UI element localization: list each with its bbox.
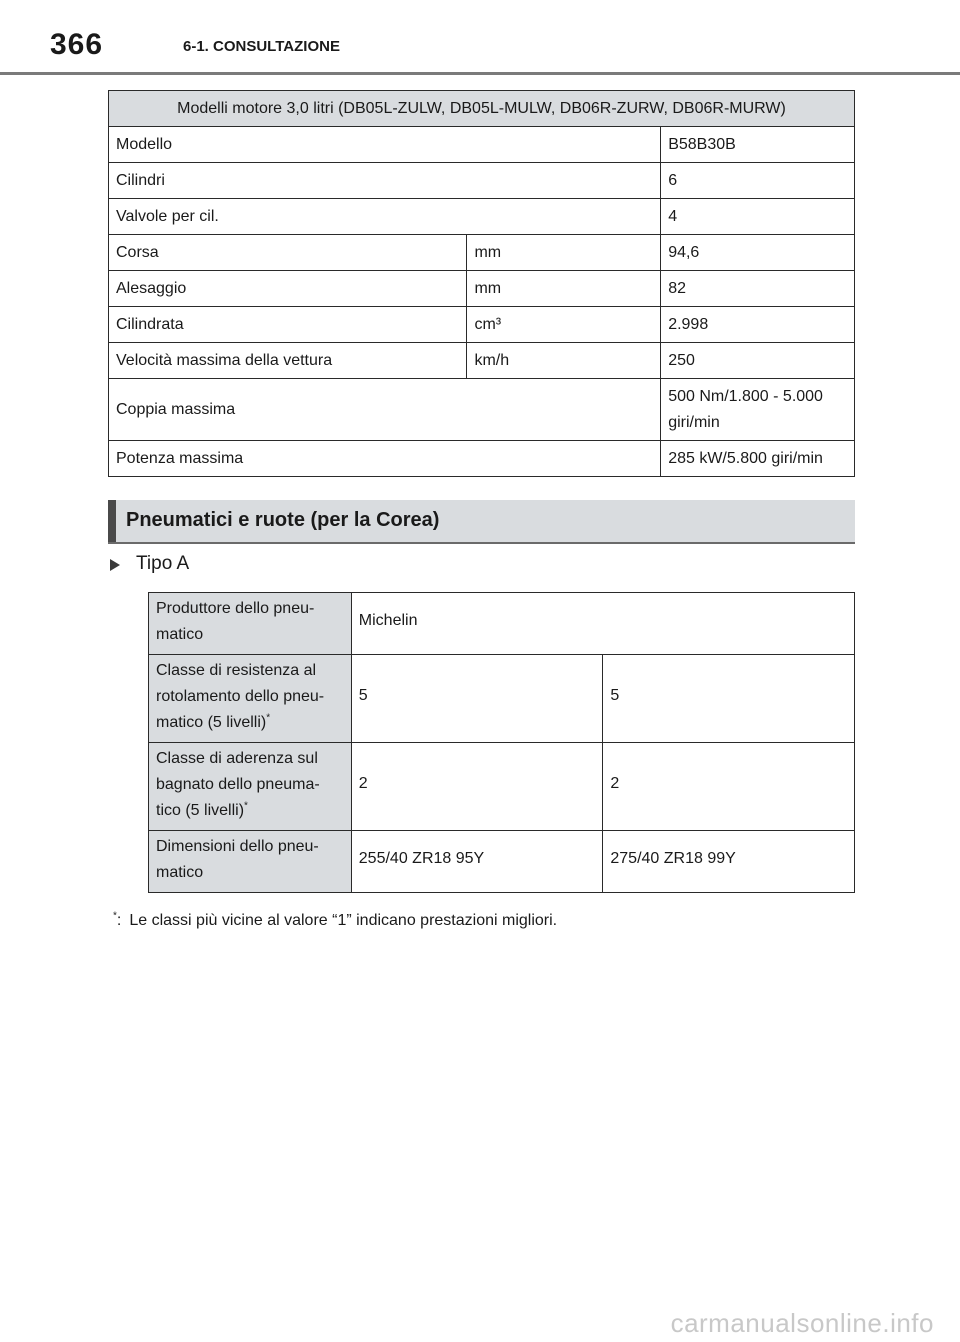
row-value-line: giri/min (668, 413, 720, 431)
row-value-front: 255/40 ZR18 95Y (351, 831, 603, 893)
footnote-marker: * (244, 800, 248, 812)
row-label: Potenza massima (109, 441, 661, 477)
row-label (149, 655, 352, 743)
row-value-rear: 275/40 ZR18 99Y (603, 831, 855, 893)
row-label (149, 593, 352, 655)
row-value-rear: 2 (603, 743, 855, 831)
header-rule (0, 72, 960, 75)
table-row (109, 379, 855, 441)
section-title: 6-1. CONSULTAZIONE (183, 38, 340, 55)
engine-table-title: Modelli motore 3,0 litri (DB05L-ZULW, DB05L-MULW, DB06R-ZURW, DB06R-MURW) (109, 91, 855, 127)
row-value: 285 kW/5.800 giri/min (661, 441, 855, 477)
table-row (109, 307, 855, 343)
footnote-text: Le classi più vicine al valore “1” indicano prestazioni migliori. (129, 912, 558, 929)
table-row (109, 235, 855, 271)
row-label: Modello (109, 127, 661, 163)
triangle-bullet-icon (110, 559, 120, 571)
table-row (109, 199, 855, 235)
row-label: Coppia massima (109, 379, 661, 441)
type-label-text: Tipo A (136, 553, 190, 574)
table-row (109, 163, 855, 199)
table-row (109, 127, 855, 163)
row-value-line: 500 Nm/1.800 - 5.000 (668, 387, 823, 405)
label-line: Classe di aderenza sul (156, 750, 318, 767)
table-row (149, 831, 855, 893)
row-unit: mm (467, 235, 661, 271)
section-heading-bar (108, 500, 855, 544)
row-value (661, 379, 855, 441)
table-row (149, 655, 855, 743)
table-row (149, 743, 855, 831)
table-row (109, 441, 855, 477)
label-line (156, 798, 344, 824)
row-label: Cilindri (109, 163, 661, 199)
label-line: rotolamento dello pneu- (156, 688, 325, 705)
footnote-marker: * (113, 910, 117, 922)
row-label: Velocità massima della vettura (109, 343, 467, 379)
label-line: Classe di resistenza al (156, 662, 317, 679)
row-label (149, 743, 352, 831)
watermark: carmanualsonline.info (670, 1308, 934, 1338)
row-value: 82 (661, 271, 855, 307)
engine-table-header-row (109, 91, 855, 127)
row-unit: cm³ (467, 307, 661, 343)
row-value-front: 5 (351, 655, 603, 743)
row-value: B58B30B (661, 127, 855, 163)
footnote-marker: * (266, 712, 271, 724)
tire-spec-table (148, 592, 855, 893)
row-value: 2.998 (661, 307, 855, 343)
row-value: 94,6 (661, 235, 855, 271)
row-label: Valvole per cil. (109, 199, 661, 235)
row-label (149, 831, 352, 893)
label-line: Produttore dello pneu- (156, 600, 315, 617)
label-line: matico (156, 626, 204, 643)
engine-spec-table (108, 90, 855, 477)
label-text: matico (5 livelli) (156, 714, 267, 731)
row-label: Cilindrata (109, 307, 467, 343)
row-label: Corsa (109, 235, 467, 271)
footnote-separator: : (116, 912, 122, 929)
row-unit: mm (467, 271, 661, 307)
table-row (109, 343, 855, 379)
label-text: tico (5 livelli) (156, 802, 245, 819)
row-value-front: 2 (351, 743, 603, 831)
row-value-rear: 5 (603, 655, 855, 743)
page-number: 366 (50, 28, 104, 61)
section-heading: Pneumatici e ruote (per la Corea) (126, 509, 440, 531)
label-line: matico (156, 864, 204, 881)
row-label: Alesaggio (109, 271, 467, 307)
row-unit: km/h (467, 343, 661, 379)
row-value: Michelin (351, 593, 854, 655)
row-value: 4 (661, 199, 855, 235)
row-value: 250 (661, 343, 855, 379)
table-row (149, 593, 855, 655)
table-row (109, 271, 855, 307)
row-value: 6 (661, 163, 855, 199)
label-line (156, 710, 344, 736)
label-line: Dimensioni dello pneu- (156, 838, 319, 855)
heading-accent (108, 500, 116, 542)
label-line: bagnato dello pneuma- (156, 776, 320, 793)
footnote (113, 912, 557, 930)
